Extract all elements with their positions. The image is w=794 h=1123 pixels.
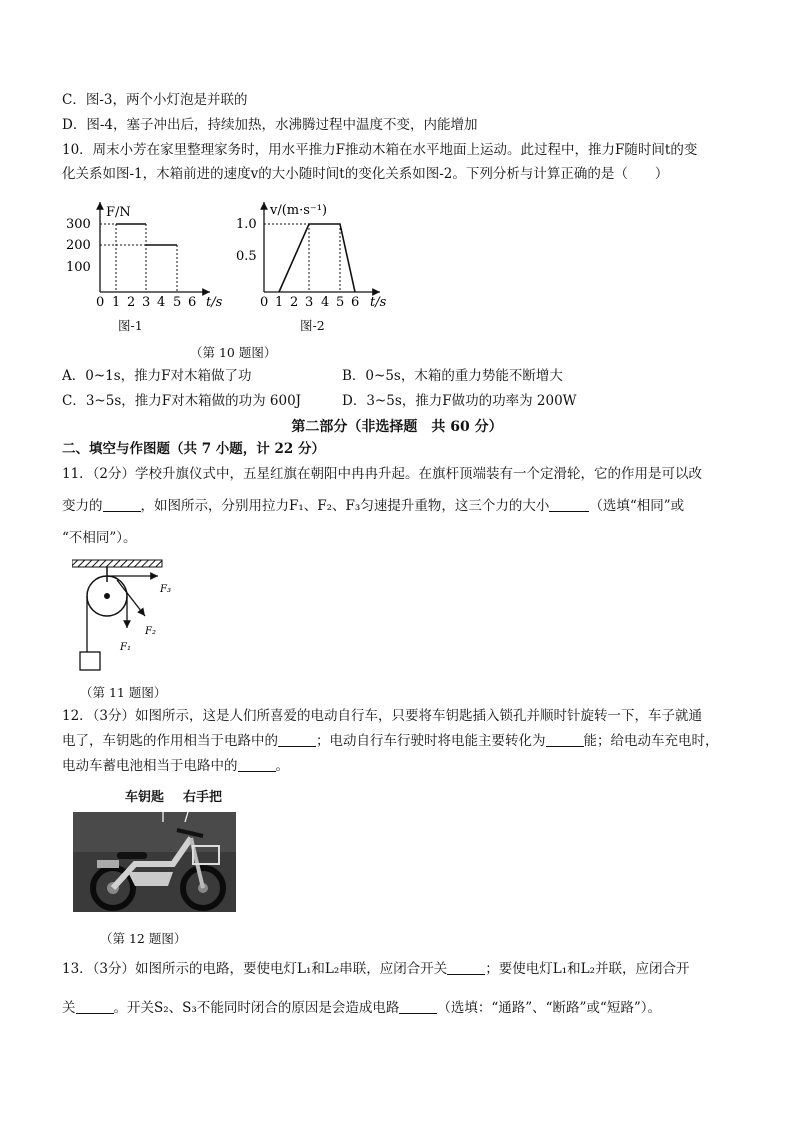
- q13-blank-3[interactable]: [399, 999, 437, 1014]
- q10-figure-caption: （第 10 题图）: [190, 345, 277, 360]
- q9-option-d: D．图-4，塞子冲出后，持续加热，水沸腾过程中温度不变，内能增加: [62, 117, 478, 133]
- q12-line3: [62, 757, 289, 775]
- fig2-caption: 图-2: [300, 318, 325, 333]
- fig1-xlabel: t/s: [206, 295, 223, 308]
- q10-option-d: D．3~5s，推力F做功的功率为 200W: [342, 393, 577, 409]
- q12-figure-caption: （第 12 题图）: [100, 931, 187, 946]
- fig1-ytick: 100: [66, 260, 91, 275]
- fig2-ytick: 1.0: [236, 217, 257, 232]
- label-car-key: 车钥匙: [125, 790, 165, 805]
- q12-line1: 12．（3分）如图所示，这是人们所喜爱的电动自行车，只要将车钥匙插入锁孔并顺时针旋转一下，车子就通: [62, 708, 703, 724]
- fig1-xtick: 0: [96, 295, 105, 308]
- q10-option-b: B．0~5s，木箱的重力势能不断增大: [342, 368, 563, 384]
- fig1-xtick: 2: [127, 295, 136, 308]
- q12-blank-1[interactable]: [278, 732, 316, 747]
- fig2-xtick: 6: [351, 295, 360, 308]
- q11-line2-c: （选填“相同”或: [589, 498, 685, 514]
- q10-stem-line1: 10．周末小芳在家里整理家务时，用水平推力F推动木箱在水平地面上运动。此过程中，推力F随时间t的变: [62, 142, 698, 158]
- q11-pulley-figure: [72, 558, 192, 676]
- q12-line2-a: 电了，车钥匙的作用相当于电路中的: [62, 733, 278, 749]
- label-right-handle: 右手把: [183, 790, 223, 805]
- fig1-ytick: 300: [66, 217, 91, 232]
- q11-blank-1[interactable]: [103, 497, 141, 512]
- q11-line2-b: ，如图所示，分别用拉力F₁、F₂、F₃匀速提升重物，这三个力的大小: [140, 498, 550, 514]
- f1-label: F₁: [120, 642, 131, 653]
- q11-line2-a: 变力的: [62, 498, 103, 514]
- q12-blank-2[interactable]: [546, 732, 584, 747]
- q13-blank-2[interactable]: [76, 999, 114, 1014]
- q12-line2-b: ；电动自行车行驶时将电能主要转化为: [316, 733, 546, 749]
- fig2-xtick: 1: [275, 295, 284, 308]
- q11-figure-caption: （第 11 题图）: [80, 685, 167, 700]
- f2-label: F₂: [145, 626, 156, 637]
- fig1-xtick: 6: [188, 295, 197, 308]
- pulley-axle: [104, 593, 110, 599]
- q13-line2-b: 。开关S₂、S₃不能同时闭合的原因是会造成电路: [113, 1000, 400, 1016]
- q13-line2-a: 关: [62, 1000, 76, 1016]
- q10-figure-2: [230, 196, 400, 308]
- part2-title: 第二部分（非选择题 共 60 分）: [291, 419, 503, 435]
- q10-figure-1: [60, 196, 230, 308]
- rear-rack: [97, 860, 119, 868]
- q13-line2-c: （选填：“通路”、“断路”或“短路”）。: [437, 1000, 661, 1016]
- bike-body: [128, 872, 173, 886]
- fig2-xtick: 0: [260, 295, 269, 308]
- fig2-xlabel: t/s: [370, 295, 387, 308]
- section2-title: 二、填空与作图题（共 7 小题，计 22 分）: [62, 441, 325, 457]
- q12-line2-c: 能；给电动车充电时，: [583, 733, 719, 749]
- bike-seat: [117, 852, 147, 859]
- f3-label: F₃: [160, 584, 171, 595]
- weight-block: [80, 652, 100, 670]
- q13-blank-1[interactable]: [447, 960, 485, 975]
- q11-blank-2[interactable]: [549, 497, 589, 512]
- fig2-velocity-line: [279, 224, 355, 292]
- q11-line1: 11．（2分）学校升旗仪式中，五星红旗在朝阳中冉冉升起。在旗杆顶端装有一个定滑轮，它的作用是可以改: [62, 466, 703, 482]
- q12-line3-b: 。: [275, 758, 289, 774]
- q12-blank-3[interactable]: [238, 757, 276, 772]
- fig1-ytick: 200: [66, 238, 91, 253]
- fig1-ylabel: F/N: [106, 205, 131, 220]
- fig2-ytick: 0.5: [236, 249, 257, 264]
- q12-line2: [62, 732, 719, 750]
- q11-line3: “不相同”）。: [62, 530, 137, 546]
- q10-option-a: A．0~1s，推力F对木箱做了功: [62, 368, 252, 384]
- q9-option-c: C．图-3，两个小灯泡是并联的: [62, 92, 248, 108]
- electric-bike-photo: [73, 812, 236, 912]
- fig1-xtick: 5: [173, 295, 182, 308]
- q10-stem-line2: 化关系如图-1，木箱前进的速度v的大小随时间t的变化关系如图-2。下列分析与计算正确的是（ ）: [62, 166, 669, 182]
- fig2-xtick: 3: [305, 295, 314, 308]
- q10-option-c: C．3~5s，推力F对木箱做的功为 600J: [62, 393, 302, 409]
- fig2-xtick: 4: [321, 295, 330, 308]
- fig2-xtick: 5: [336, 295, 345, 308]
- q12-line3-a: 电动车蓄电池相当于电路中的: [62, 758, 238, 774]
- q13-line1-b: ；要使电灯L₁和L₂并联，应闭合开: [485, 961, 690, 977]
- q13-line1-a: 13．（3分）如图所示的电路，要使电灯L₁和L₂串联，应闭合开关: [62, 961, 448, 977]
- fig1-xtick: 4: [157, 295, 166, 308]
- fig2-ylabel: v/(m·s⁻¹): [270, 203, 328, 218]
- ceiling: [72, 560, 162, 567]
- q11-line2: [62, 497, 684, 515]
- fig1-xtick: 3: [142, 295, 151, 308]
- fig2-xtick: 2: [290, 295, 299, 308]
- fig1-xtick: 1: [112, 295, 121, 308]
- q13-line1: [62, 960, 690, 978]
- fig1-caption: 图-1: [118, 318, 143, 333]
- q13-line2: [62, 999, 661, 1017]
